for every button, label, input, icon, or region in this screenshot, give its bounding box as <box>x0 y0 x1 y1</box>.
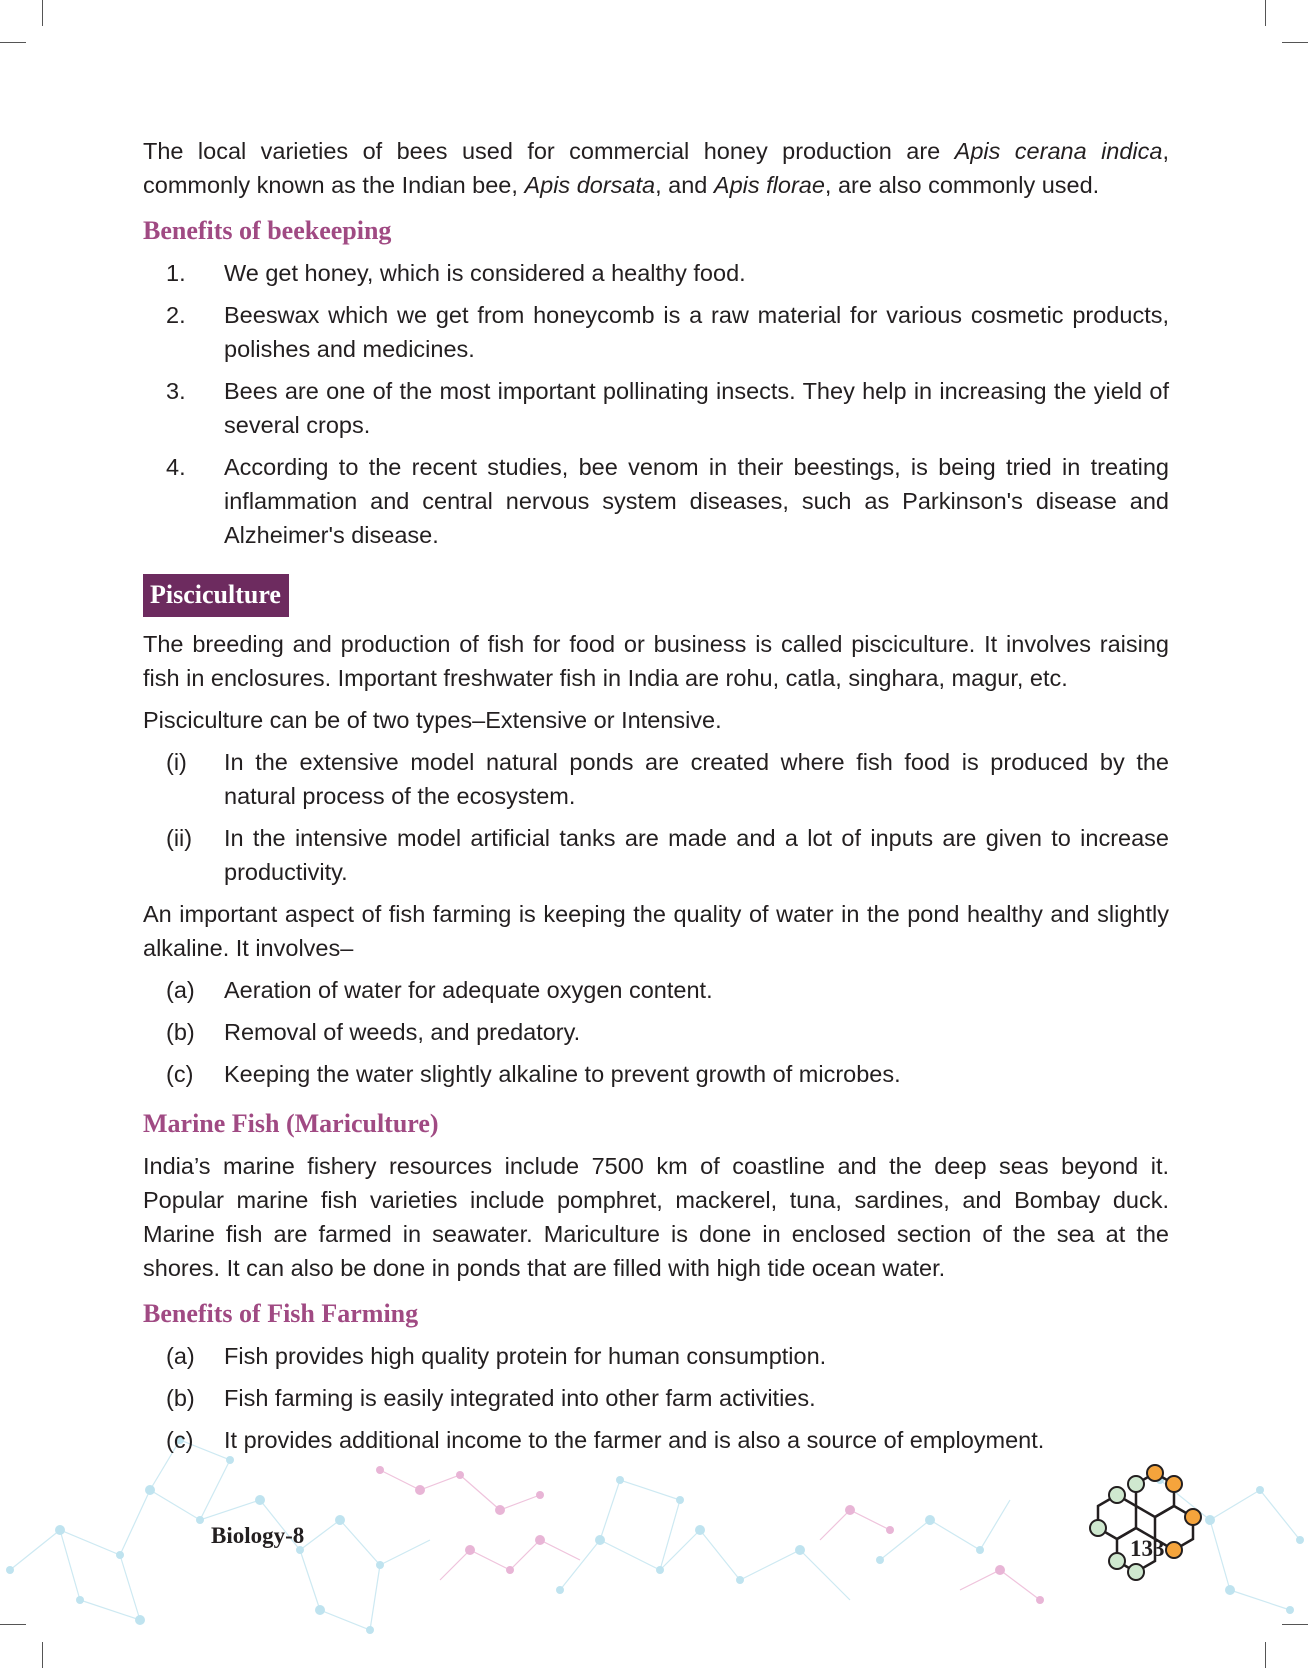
list-item <box>143 1423 1169 1457</box>
list-item <box>143 450 1169 552</box>
species-apis-florae: Apis florae <box>713 172 825 198</box>
list-item-number: (b) <box>166 1385 195 1411</box>
list-item <box>143 256 1169 290</box>
list-item-number: (a) <box>166 977 195 1003</box>
list-item-number: 4. <box>166 454 186 480</box>
intro-text-1: The local varieties of bees used for commercial honey production are <box>143 138 955 164</box>
list-item <box>143 1057 1169 1091</box>
species-apis-cerana-indica: Apis cerana indica <box>954 138 1163 164</box>
list-item-number: 2. <box>166 302 186 328</box>
list-item-text: Fish provides high quality protein for human consumption. <box>224 1343 827 1369</box>
list-item <box>143 1015 1169 1049</box>
intro-text-2: , commonly known as the Indian bee, <box>143 138 1169 198</box>
list-item <box>143 973 1169 1007</box>
list-item-number: (i) <box>166 749 187 775</box>
crop-mark-top-left-h <box>0 42 26 43</box>
list-item-text: Keeping the water slightly alkaline to prevent growth of microbes. <box>224 1061 901 1087</box>
list-item <box>143 821 1169 889</box>
list-item-text: Beeswax which we get from honeycomb is a raw material for various cosmetic products, polishes and medicines. <box>224 302 1169 362</box>
footer-book-title: Biology-8 <box>211 1523 305 1548</box>
heading-benefits-of-beekeeping: Benefits of beekeeping <box>143 216 392 245</box>
list-item-number: 3. <box>166 378 186 404</box>
crop-mark-top-right-v <box>1265 0 1266 26</box>
fish-farming-benefits-list <box>143 1339 1169 1457</box>
species-apis-dorsata: Apis dorsata <box>524 172 656 198</box>
water-quality-list <box>143 973 1169 1091</box>
list-item <box>143 1339 1169 1373</box>
list-item-text: It provides additional income to the farmer and is also a source of employment. <box>224 1427 1045 1453</box>
list-item-number: (c) <box>166 1427 194 1453</box>
list-item-text: Fish farming is easily integrated into other farm activities. <box>224 1385 816 1411</box>
list-item <box>143 298 1169 366</box>
list-item-text: Removal of weeds, and predatory. <box>224 1019 581 1045</box>
list-item-text: Aeration of water for adequate oxygen content. <box>224 977 713 1003</box>
pisciculture-paragraph-3: An important aspect of fish farming is keeping the quality of water in the pond healthy and slightly alkaline. It involves– <box>143 901 1169 961</box>
beekeeping-benefits-list <box>143 256 1169 552</box>
list-item <box>143 1381 1169 1415</box>
list-item <box>143 745 1169 813</box>
heading-benefits-of-fish-farming: Benefits of Fish Farming <box>143 1299 419 1328</box>
list-item-text: We get honey, which is considered a healthy food. <box>224 260 746 286</box>
list-item-text: In the extensive model natural ponds are created where fish food is produced by the natural process of the ecosystem. <box>224 749 1169 809</box>
heading-pisciculture: Pisciculture <box>143 574 289 617</box>
marine-paragraph: India’s marine fishery resources include 7500 km of coastline and the deep seas beyond it. Popular marine fish varieties include pomphret, mackerel, tuna, sardines, and Bombay duck. Marine fish are farmed in seawater. Mariculture is done in enclosed section of the sea at the shores. It can also be done in ponds that are filled with high tide ocean water. <box>143 1153 1169 1281</box>
crop-mark-top-right-h <box>1282 42 1308 43</box>
intro-text-4: , are also commonly used. <box>824 172 1100 198</box>
pisciculture-types-list <box>143 745 1169 889</box>
list-item <box>143 374 1169 442</box>
list-item-number: (a) <box>166 1343 195 1369</box>
list-item-number: 1. <box>166 260 186 286</box>
page-content <box>143 134 1169 1465</box>
crop-mark-top-left-v <box>42 0 43 26</box>
pisciculture-paragraph-2: Pisciculture can be of two types–Extensive or Intensive. <box>143 707 722 733</box>
list-item-number: (c) <box>166 1061 194 1087</box>
intro-paragraph <box>143 134 1169 202</box>
list-item-text: According to the recent studies, bee venom in their beestings, is being tried in treating inflammation and central nervous system diseases, such as Parkinson's disease and Alzheimer's disease. <box>224 454 1169 548</box>
page-number: 133 <box>1130 1536 1165 1561</box>
heading-marine-fish: Marine Fish (Mariculture) <box>143 1109 439 1138</box>
intro-text-3: , and <box>655 172 714 198</box>
list-item-text: Bees are one of the most important pollinating insects. They help in increasing the yield of several crops. <box>224 378 1169 438</box>
list-item-number: (ii) <box>166 825 193 851</box>
pisciculture-paragraph-1: The breeding and production of fish for food or business is called pisciculture. It involves raising fish in enclosures. Important freshwater fish in India are rohu, catla, singhara, magur, etc. <box>143 631 1169 691</box>
list-item-number: (b) <box>166 1019 195 1045</box>
list-item-text: In the intensive model artificial tanks are made and a lot of inputs are given to increase productivity. <box>224 825 1169 885</box>
